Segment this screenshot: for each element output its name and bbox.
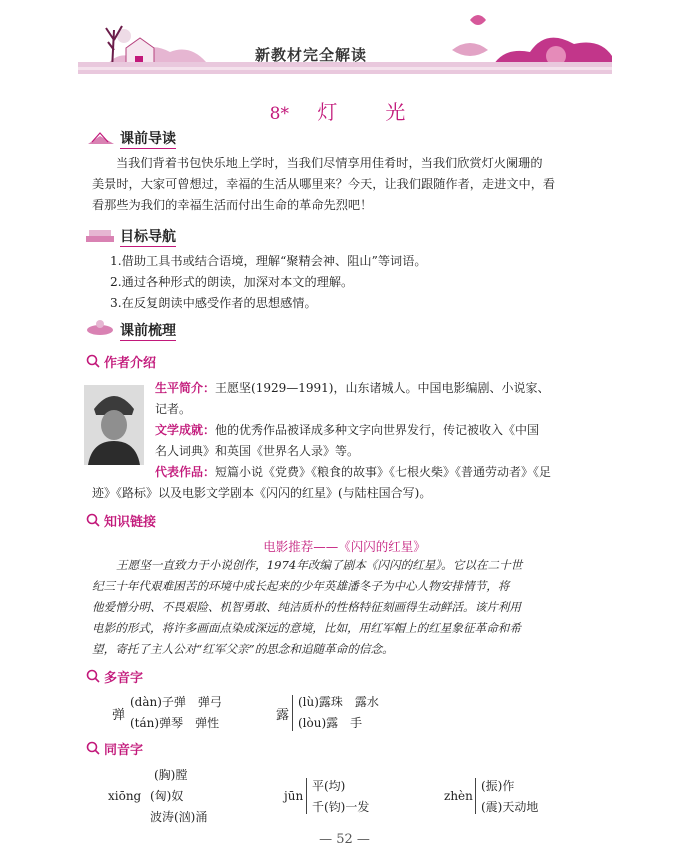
magnifier-icon [86, 513, 100, 527]
polyphone-char: 弹 [112, 708, 126, 723]
brace-divider [306, 778, 307, 814]
film-subtitle: 电影推荐——《闪闪的红星》 [263, 539, 426, 554]
author-works: 代表作品：短篇小说《党费》《粮食的故事》《七根火柴》《普通劳动者》《足 [155, 465, 552, 479]
pot-icon [84, 318, 116, 336]
author-bio-cont: 记者。 [155, 402, 192, 416]
author-works-cont: 迹》《路标》以及电影文学剧本《闪闪的红星》(与陆柱国合写)。 [92, 486, 432, 500]
bio-label: 生平简介： [155, 381, 216, 395]
works-label: 代表作品： [155, 465, 216, 479]
lesson-title: 灯 光 [317, 100, 420, 124]
homophone-words: (胸)膛 (匈)奴 波涛(汹)涌 [150, 768, 208, 824]
magnifier-icon [86, 354, 100, 368]
book-icon [86, 130, 116, 146]
section-goals-title: 目标导航 [120, 229, 176, 245]
polyphone-char: 露 [276, 708, 290, 723]
section-preview-title: 课前导读 [120, 131, 176, 147]
header-title: 新教材完全解读 [255, 46, 368, 64]
achievement-label: 文学成就： [155, 423, 216, 437]
knowledge-text: 王愿坚一直致力于小说创作，1974年改编了剧本《闪闪的红星》。它以在二十世 纪三十年代艰难困苦的环境中成长起来的少年英雄潘冬子为中心人物安排情节，将 他爱憎分明、不畏艰险、机智勇敢、纯洁质朴的性格特征刻画得生动鲜活。该片利用 电影的形式，将许多画面点染成深远的意境，比如，用红军帽上的红星象征革命和希 望，寄托了主人公对“红军父亲”的思念和追随革命的信念。 [92, 558, 523, 656]
author-achievement-cont: 名人词典》和英国《世界名人录》等。 [155, 444, 360, 458]
lesson-number: 8* [269, 104, 289, 124]
goals-list [110, 251, 630, 314]
preview-text: 当我们背着书包快乐地上学时，当我们尽情享用佳肴时，当我们欣赏灯火阑珊的 美景时，大家可曾想过，幸福的生活从哪里来？今天，让我们跟随作者，走进文中，看 看那些为我们的幸福生活而付出生命的革命先烈吧！ [92, 156, 556, 212]
author-achievement: 文学成就：他的优秀作品被译成多种文字向世界发行，传记被收入《中国 [155, 423, 540, 437]
polyphone-heading: 多音字 [104, 671, 144, 686]
homophone-heading: 同音字 [104, 743, 144, 758]
polyphone-readings: (lù)露珠 露水 (lòu)露 手 [298, 695, 379, 730]
goal-item: 1.借助工具书或结合语境，理解“聚精会神、阻山”等词语。 [110, 254, 427, 268]
homophone-pinyin: zhèn [444, 789, 473, 803]
brace-divider [475, 778, 476, 814]
author-heading: 作者介绍 [104, 356, 157, 371]
homophone-words: (振)作 (震)天动地 [481, 779, 539, 814]
goal-item: 3.在反复朗读中感受作者的思想感情。 [110, 296, 317, 310]
polyphone-readings: (dàn)子弹 弹弓 (tán)弹琴 弹性 [130, 695, 222, 730]
lesson-title-row [0, 96, 689, 125]
brace-divider [292, 695, 293, 731]
homophone-pinyin: jūn [284, 789, 304, 803]
magnifier-icon [86, 669, 100, 683]
section-sorting-title: 课前梳理 [120, 323, 176, 339]
author-portrait [84, 385, 144, 465]
books-icon [84, 226, 116, 244]
homophone-words: 平(均) 千(钧)一发 [312, 779, 370, 814]
magnifier-icon [86, 741, 100, 755]
page-number: — 52 — [319, 832, 370, 847]
header-band-inner [78, 67, 612, 70]
knowledge-heading: 知识链接 [104, 515, 157, 530]
header-fish [452, 43, 488, 56]
homophone-pinyin: xiōng [108, 789, 142, 803]
goal-item: 2.通过各种形式的朗读，加深对本文的理解。 [110, 275, 354, 289]
author-bio: 生平简介：王愿坚(1929—1991)，山东诸城人。中国电影编剧、小说家、 [155, 381, 550, 395]
